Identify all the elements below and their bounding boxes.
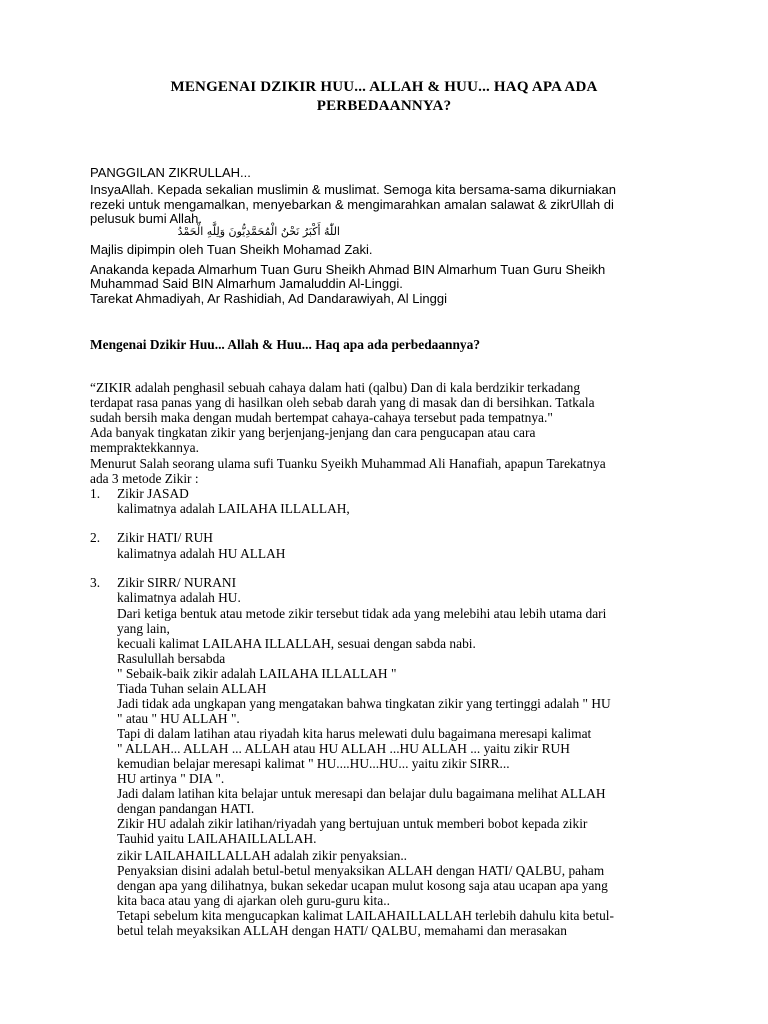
continuation-line: Jadi tidak ada ungkapan yang mengatakan bahwa tingkatan zikir yang tertinggi adalah " HU (117, 696, 611, 711)
arabic-line: اللّٰهُ أَكْبَرُ نَحْنُ الْمُحَمَّدِيُّونَ وَلِلَّهِ الْحَمْدُ (177, 225, 340, 238)
continuation-line: HU artinya " DIA ". (117, 771, 225, 786)
method-description: kalimatnya adalah LAILAHA ILLALLAH, (117, 501, 350, 516)
continuation-line: Tapi di dalam latihan atau riyadah kita harus melewati dulu bagaimana meresapi kalimat (117, 726, 592, 741)
method-number: 3. (90, 575, 101, 590)
led-by-text: Majlis dipimpin oleh Tuan Sheikh Mohamad Zaki. (90, 242, 373, 257)
method-number: 2. (90, 530, 101, 545)
continuation-line: Tetapi sebelum kita mengucapkan kalimat LAILAHAILLALLAH terlebih dahulu kita betul- (117, 908, 614, 923)
lineage-line: Anakanda kepada Almarhum Tuan Guru Sheikh Ahmad BIN Almarhum Tuan Guru Sheikh (90, 262, 606, 277)
continuation-line: kita baca atau yang di ajarkan oleh guru-guru kita.. (117, 893, 390, 908)
greeting-line: InsyaAllah. Kepada sekalian muslimin & muslimat. Semoga kita bersama-sama dikurniakan (90, 182, 617, 197)
continuation-line: dengan pandangan HATI. (117, 801, 255, 816)
body-line: Menurut Salah seorang ulama sufi Tuanku Syeikh Muhammad Ali Hanafiah, apapun Tarekatnya (90, 456, 606, 471)
continuation-line: Dari ketiga bentuk atau metode zikir tersebut tidak ada yang melebihi atau lebih utama dari (117, 606, 607, 621)
continuation-line: Jadi dalam latihan kita belajar untuk meresapi dan belajar dulu bagaimana melihat ALLAH (117, 786, 606, 801)
method-number: 1. (90, 486, 101, 501)
continuation-line: " ALLAH... ALLAH ... ALLAH atau HU ALLAH ...HU ALLAH ... yaitu zikir RUH (117, 741, 570, 756)
body-line: terdapat rasa panas yang di hasilkan oleh sebab darah yang di masak dan di bersihkan. Tatkala (90, 395, 595, 410)
body-line: Ada banyak tingkatan zikir yang berjenjang-jenjang dan cara pengucapan atau cara (90, 425, 536, 440)
title-line-2: PERBEDAANNYA? (316, 98, 452, 114)
body-line: sudah bersih maka dengan mudah bertempat cahaya-cahaya tersebut pada tempatnya." (90, 410, 553, 425)
continuation-line: Zikir HU adalah zikir latihan/riyadah yang bertujuan untuk memberi bobot kepada zikir (117, 816, 588, 831)
body-line: ada 3 metode Zikir : (90, 471, 199, 486)
tarekat-text: Tarekat Ahmadiyah, Ar Rashidiah, Ad Dandarawiyah, Al Linggi (90, 291, 447, 306)
method-name: Zikir JASAD (117, 486, 189, 501)
intro-heading: PANGGILAN ZIKRULLAH... (90, 165, 251, 180)
greeting-line: rezeki untuk mengamalkan, menyebarkan & mengimarahkan amalan salawat & zikrUllah di (90, 197, 614, 212)
continuation-line: Penyaksian disini adalah betul-betul menyaksikan ALLAH dengan HATI/ QALBU, paham (117, 863, 605, 878)
title-line-1: MENGENAI DZIKIR HUU... ALLAH & HUU... HAQ APA ADA (170, 79, 598, 95)
continuation-line: betul telah meyaksikan ALLAH dengan HATI/ QALBU, memahami dan merasakan (117, 923, 567, 938)
method-name: Zikir HATI/ RUH (117, 530, 213, 545)
continuation-line: Rasulullah bersabda (117, 651, 226, 666)
method-description: kalimatnya adalah HU ALLAH (117, 546, 286, 561)
continuation-line: " atau " HU ALLAH ". (117, 711, 240, 726)
continuation-line: kecuali kalimat LAILAHA ILLALLAH, sesuai dengan sabda nabi. (117, 636, 476, 651)
continuation-line: Tauhid yaitu LAILAHAILLALLAH. (117, 831, 317, 846)
body-line: “ZIKIR adalah penghasil sebuah cahaya dalam hati (qalbu) Dan di kala berdzikir terkadang (90, 380, 581, 395)
section-heading: Mengenai Dzikir Huu... Allah & Huu... Haq apa ada perbedaannya? (90, 337, 481, 352)
body-line: mempraktekkannya. (90, 440, 199, 455)
method-description: kalimatnya adalah HU. (117, 590, 241, 605)
continuation-line: zikir LAILAHAILLALLAH adalah zikir penyaksian.. (117, 848, 408, 863)
greeting-line: pelusuk bumi Allah. (90, 211, 203, 226)
continuation-line: yang lain, (117, 621, 170, 636)
continuation-line: dengan apa yang dilihatnya, bukan sekedar ucapan mulut kosong saja atau ucapan apa yang (117, 878, 608, 893)
continuation-line: " Sebaik-baik zikir adalah LAILAHA ILLALLAH " (117, 666, 397, 681)
continuation-line: kemudian belajar meresapi kalimat " HU....HU...HU... yaitu zikir SIRR... (117, 756, 510, 771)
lineage-line: Muhammad Said BIN Almarhum Jamaluddin Al-Linggi. (90, 276, 403, 291)
continuation-line: Tiada Tuhan selain ALLAH (117, 681, 267, 696)
document-title (0, 78, 768, 116)
method-name: Zikir SIRR/ NURANI (117, 575, 237, 590)
